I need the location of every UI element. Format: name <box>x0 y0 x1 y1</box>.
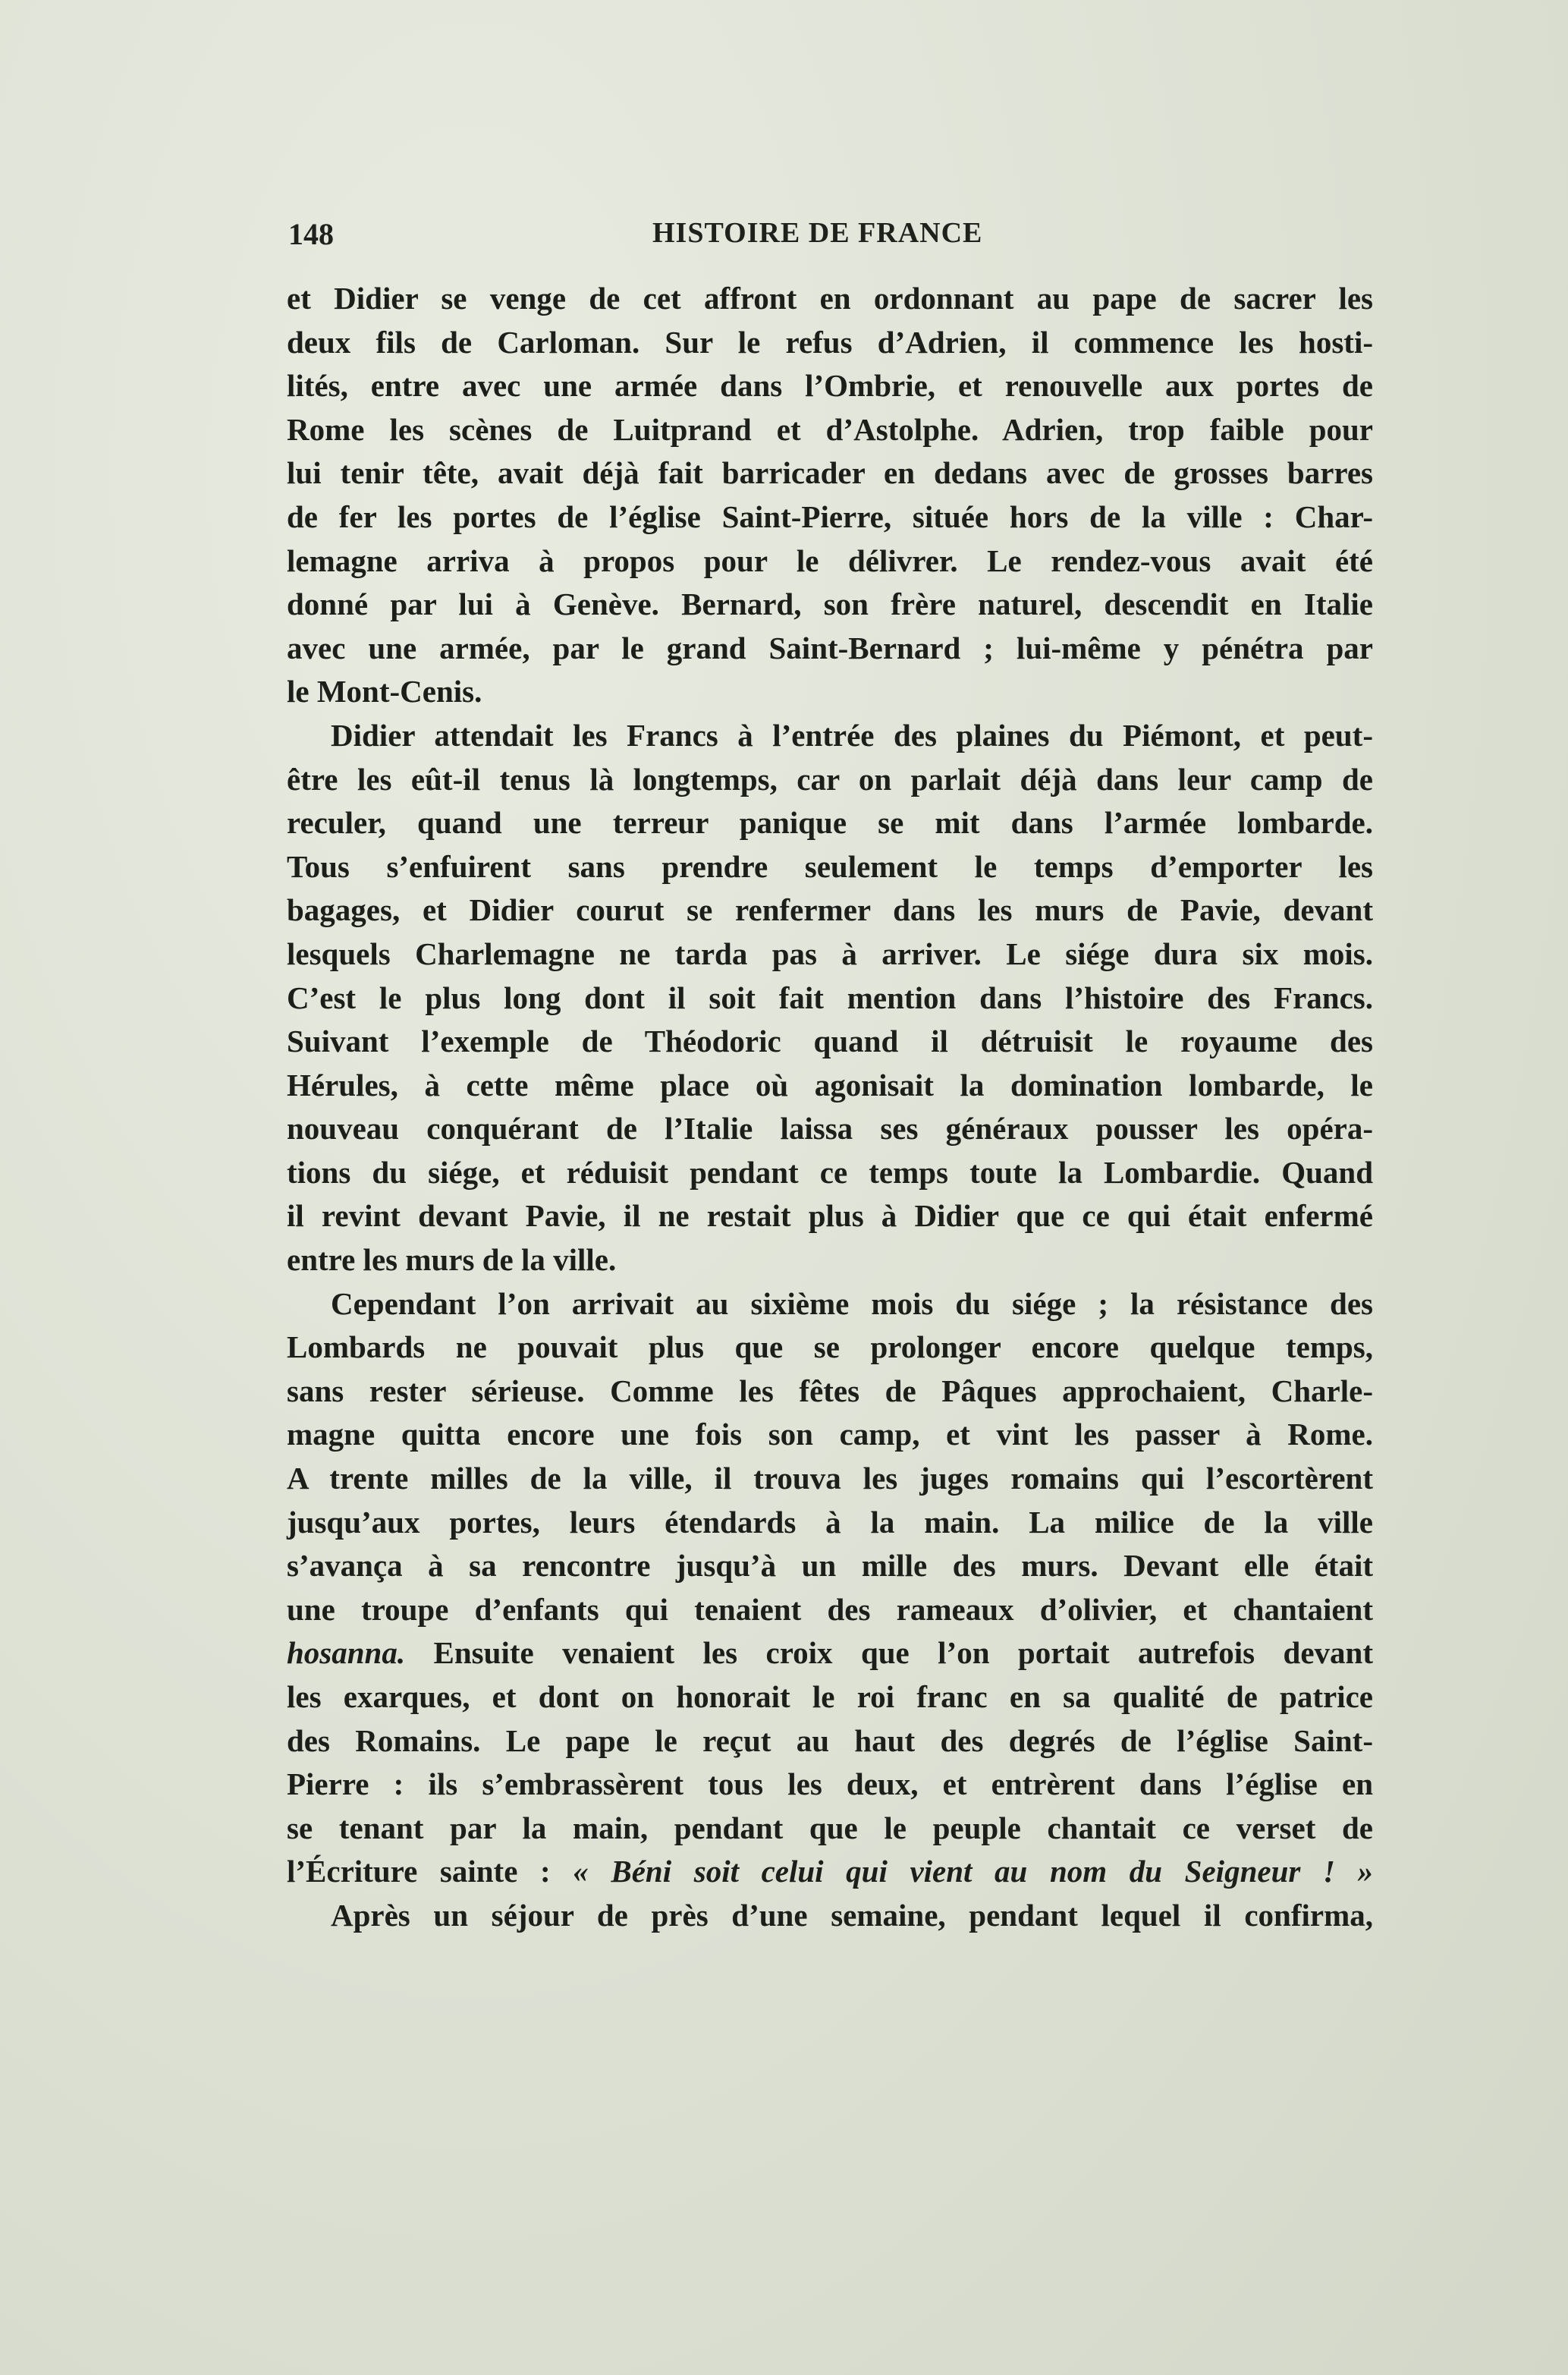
text-line: deux fils de Carloman. Sur le refus d’Adrien, il commence les hosti- <box>287 324 1373 360</box>
text-line: jusqu’aux portes, leurs étendards à la main. La milice de la ville <box>287 1504 1373 1540</box>
text-line: Tous s’enfuirent sans prendre seulement le temps d’emporter les <box>287 848 1373 884</box>
text-line: lui tenir tête, avait déjà fait barricader en dedans avec de grosses barres <box>287 455 1373 491</box>
paragraph-1 <box>287 277 1373 714</box>
text-line: des Romains. Le pape le reçut au haut des degrés de l’église Saint- <box>287 1722 1373 1758</box>
text-line: lemagne arriva à propos pour le délivrer. Le rendez-vous avait été <box>287 543 1373 578</box>
text-line: une troupe d’enfants qui tenaient des rameaux d’olivier, et chantaient <box>287 1591 1373 1627</box>
text-line: il revint devant Pavie, il ne restait plus à Didier que ce qui était enfermé <box>287 1198 1373 1234</box>
text-line: A trente milles de la ville, il trouva les juges romains qui l’escortèrent <box>287 1461 1373 1496</box>
text-line: et Didier se venge de cet affront en ordonnant au pape de sacrer les <box>287 281 1373 316</box>
text-line: bagages, et Didier courut se renfermer dans les murs de Pavie, devant <box>287 892 1373 928</box>
text-line: Rome les scènes de Luitprand et d’Astolphe. Adrien, trop faible pour <box>287 411 1373 447</box>
paragraph-2 <box>287 714 1373 1282</box>
text-line: Suivant l’exemple de Théodoric quand il détruisit le royaume des <box>287 1024 1373 1059</box>
text-line: Lombards ne pouvait plus que se prolonger encore quelque temps, <box>287 1329 1373 1365</box>
text-line: magne quitta encore une fois son camp, et vint les passer à Rome. <box>287 1417 1373 1452</box>
text-line: donné par lui à Genève. Bernard, son frère naturel, descendit en Italie <box>287 587 1373 622</box>
text-line: lités, entre avec une armée dans l’Ombrie, et renouvelle aux portes de <box>287 368 1373 404</box>
text-line: hosanna. Ensuite venaient les croix que l’on portait autrefois devant <box>287 1635 1373 1671</box>
text-line: le Mont-Cenis. <box>287 674 482 709</box>
text-line: tions du siége, et réduisit pendant ce temps toute la Lombardie. Quand <box>287 1154 1373 1190</box>
text-line: se tenant par la main, pendant que le peuple chantait ce verset de <box>287 1810 1373 1845</box>
paragraph-3 <box>287 1282 1373 1894</box>
page-header <box>288 216 1381 262</box>
text-line: Hérules, à cette même place où agonisait la domination lombarde, le <box>287 1067 1373 1103</box>
text-line: reculer, quand une terreur panique se mit dans l’armée lombarde. <box>287 805 1373 841</box>
text-line: avec une armée, par le grand Saint-Bernard ; lui-même y pénétra par <box>287 630 1373 665</box>
text-line: C’est le plus long dont il soit fait mention dans l’histoire des Francs. <box>287 980 1373 1015</box>
text-line: entre les murs de la ville. <box>287 1242 617 1278</box>
text-line: les exarques, et dont on honorait le roi franc en sa qualité de patrice <box>287 1679 1373 1714</box>
text-line: s’avança à sa rencontre jusqu’à un mille des murs. Devant elle était <box>287 1548 1373 1584</box>
text-line: nouveau conquérant de l’Italie laissa ses généraux pousser les opéra- <box>287 1111 1373 1147</box>
text-line: Pierre : ils s’embrassèrent tous les deux, et entrèrent dans l’église en <box>287 1766 1373 1802</box>
text-line: l’Écriture sainte : « Béni soit celui qui vient au nom du Seigneur ! » <box>287 1854 1374 1889</box>
text-line: Cependant l’on arrivait au sixième mois du siége ; la résistance des <box>331 1285 1373 1321</box>
text-line: de fer les portes de l’église Saint-Pierre, située hors de la ville : Char- <box>287 499 1373 534</box>
text-line: Didier attendait les Francs à l’entrée des plaines du Piémont, et peut- <box>331 717 1373 753</box>
body-text <box>287 277 1373 1938</box>
text-line: Après un séjour de près d’une semaine, pendant lequel il confirma, <box>331 1897 1373 1933</box>
text-line: sans rester sérieuse. Comme les fêtes de Pâques approchaient, Charle- <box>287 1373 1373 1408</box>
running-head: HISTOIRE DE FRANCE <box>652 217 983 249</box>
text-line: être les eût-il tenus là longtemps, car on parlait déjà dans leur camp de <box>287 761 1373 797</box>
page-number: 148 <box>288 217 334 251</box>
text-line: lesquels Charlemagne ne tarda pas à arriver. Le siége dura six mois. <box>287 936 1373 971</box>
paragraph-4 <box>287 1894 1373 1938</box>
